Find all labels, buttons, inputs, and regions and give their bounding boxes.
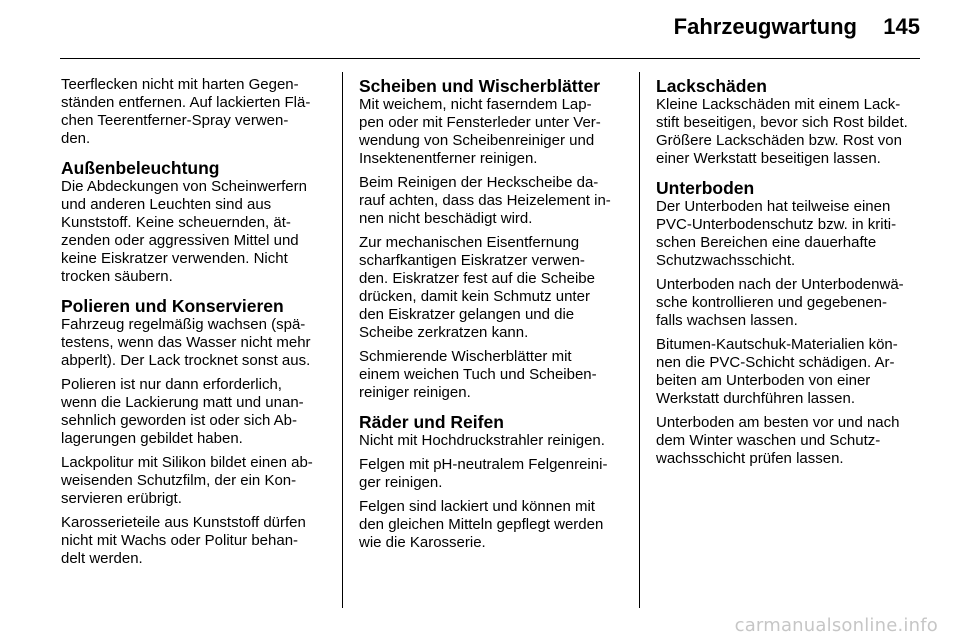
- text-line: delt werden.: [61, 550, 143, 567]
- text-line: PVC-Unterbodenschutz bzw. in kriti-: [656, 216, 897, 233]
- section: [61, 76, 329, 148]
- text-line: wie die Karosserie.: [359, 534, 486, 551]
- text-line: stift beseitigen, bevor sich Rost bildet.: [656, 114, 908, 131]
- page-number: 145: [883, 14, 920, 39]
- text-line: Unterboden am besten vor und nach: [656, 414, 900, 431]
- body-paragraph: [61, 514, 329, 568]
- text-line: Fahrzeug regelmäßig wachsen (spä-: [61, 316, 306, 333]
- text-line: beiten am Unterboden von einer: [656, 372, 871, 389]
- text-line: Schmierende Wischerblätter mit: [359, 348, 572, 365]
- watermark-text: carmanualsonline.info: [734, 615, 938, 636]
- body-paragraph: [61, 316, 329, 370]
- body-paragraph: [359, 174, 627, 228]
- section: [359, 76, 627, 402]
- text-line: nicht mit Wachs oder Politur behan-: [61, 532, 299, 549]
- body-paragraph: [359, 348, 627, 402]
- text-line: schen Bereichen eine dauerhafte: [656, 234, 877, 251]
- text-line: falls wachsen lassen.: [656, 312, 798, 329]
- body-paragraph: [61, 76, 329, 148]
- text-line: weisenden Schutzfilm, der ein Kon-: [61, 472, 297, 489]
- body-paragraph: [359, 234, 627, 342]
- text-line: lagerungen gebildet haben.: [61, 430, 243, 447]
- text-line: abperlt). Der Lack trocknet sonst aus.: [61, 352, 311, 369]
- text-line: Kunststoff. Keine scheuernden, ät-: [61, 214, 291, 231]
- body-paragraph: [359, 456, 627, 492]
- text-line: Unterboden nach der Unterbodenwä-: [656, 276, 904, 293]
- text-line: sche kontrollieren und gegebenen-: [656, 294, 887, 311]
- text-line: Karosserieteile aus Kunststoff dürfen: [61, 514, 306, 531]
- body-paragraph: [656, 414, 924, 468]
- body-paragraph: [656, 276, 924, 330]
- text-line: einem weichen Tuch und Scheiben-: [359, 366, 597, 383]
- body-paragraph: [656, 336, 924, 408]
- text-line: wenn die Lackierung matt und unan-: [61, 394, 304, 411]
- text-line: den.: [61, 130, 91, 147]
- column-1: [61, 76, 329, 578]
- section: [656, 76, 924, 168]
- section-heading: Scheiben und Wischerblätter: [359, 76, 601, 96]
- text-line: einer Werkstatt beseitigen lassen.: [656, 150, 881, 167]
- text-line: reiniger reinigen.: [359, 384, 471, 401]
- column-3: [656, 76, 924, 478]
- text-line: nen nicht beschädigt wird.: [359, 210, 533, 227]
- text-line: Beim Reinigen der Heckscheibe da-: [359, 174, 599, 191]
- text-line: Insektenentferner reinigen.: [359, 150, 538, 167]
- body-paragraph: [359, 96, 627, 168]
- text-line: servieren erübrigt.: [61, 490, 182, 507]
- text-line: wachsschicht prüfen lassen.: [656, 450, 844, 467]
- text-line: wendung von Scheibenreiniger und: [359, 132, 595, 149]
- text-line: Polieren ist nur dann erforderlich,: [61, 376, 282, 393]
- text-line: ständen entfernen. Auf lackierten Flä-: [61, 94, 311, 111]
- body-paragraph: [359, 432, 627, 450]
- text-line: Kleine Lackschäden mit einem Lack-: [656, 96, 901, 113]
- body-paragraph: [359, 498, 627, 552]
- text-line: rauf achten, dass das Heizelement in-: [359, 192, 611, 209]
- text-line: Scheibe zerkratzen kann.: [359, 324, 529, 341]
- header-rule: [60, 58, 920, 59]
- section-heading: Räder und Reifen: [359, 412, 504, 432]
- text-line: chen Teerentferner-Spray verwen-: [61, 112, 289, 129]
- text-line: ger reinigen.: [359, 474, 443, 491]
- section: [359, 412, 627, 552]
- body-paragraph: [61, 178, 329, 286]
- text-line: Zur mechanischen Eisentfernung: [359, 234, 580, 251]
- text-line: Die Abdeckungen von Scheinwerfern: [61, 178, 307, 195]
- section: [656, 178, 924, 468]
- body-paragraph: [656, 198, 924, 270]
- text-line: Mit weichem, nicht faserndem Lap-: [359, 96, 592, 113]
- text-line: testens, wenn das Wasser nicht mehr: [61, 334, 311, 351]
- column-divider-2: [639, 72, 640, 608]
- section-heading: Außenbeleuchtung: [61, 158, 220, 178]
- text-line: Größere Lackschäden bzw. Rost von: [656, 132, 902, 149]
- text-line: drücken, damit kein Schmutz unter: [359, 288, 590, 305]
- header-title: Fahrzeugwartung: [673, 14, 857, 39]
- text-line: zenden oder aggressiven Mittel und: [61, 232, 299, 249]
- section-heading: Polieren und Konservieren: [61, 296, 284, 316]
- body-paragraph: [61, 376, 329, 448]
- text-line: den Eiskratzer gelangen und die: [359, 306, 575, 323]
- text-line: dem Winter waschen und Schutz-: [656, 432, 881, 449]
- text-line: keine Eiskratzer verwenden. Nicht: [61, 250, 288, 267]
- text-line: Werkstatt durchführen lassen.: [656, 390, 855, 407]
- section: [61, 296, 329, 568]
- text-line: Nicht mit Hochdruckstrahler reinigen.: [359, 432, 605, 449]
- text-line: Felgen mit pH-neutralem Felgenreini-: [359, 456, 608, 473]
- text-line: Der Unterboden hat teilweise einen: [656, 198, 891, 215]
- text-line: scharfkantigen Eiskratzer verwen-: [359, 252, 585, 269]
- text-line: und anderen Leuchten sind aus: [61, 196, 272, 213]
- text-line: Felgen sind lackiert und können mit: [359, 498, 595, 515]
- text-line: Teerflecken nicht mit harten Gegen-: [61, 76, 299, 93]
- column-2: [359, 76, 627, 562]
- section-heading: Lackschäden: [656, 76, 767, 96]
- text-line: sehnlich geworden ist oder sich Ab-: [61, 412, 297, 429]
- text-line: Lackpolitur mit Silikon bildet einen ab-: [61, 454, 313, 471]
- column-divider-1: [342, 72, 343, 608]
- text-line: trocken säubern.: [61, 268, 173, 285]
- text-line: den. Eiskratzer fest auf die Scheibe: [359, 270, 595, 287]
- text-line: Bitumen-Kautschuk-Materialien kön-: [656, 336, 898, 353]
- section: [61, 158, 329, 286]
- body-paragraph: [61, 454, 329, 508]
- body-paragraph: [656, 96, 924, 168]
- section-heading: Unterboden: [656, 178, 755, 198]
- page-header: [0, 0, 960, 60]
- text-line: Schutzwachsschicht.: [656, 252, 796, 269]
- text-line: nen die PVC-Schicht schädigen. Ar-: [656, 354, 895, 371]
- text-line: den gleichen Mitteln gepflegt werden: [359, 516, 604, 533]
- text-line: pen oder mit Fensterleder unter Ver-: [359, 114, 601, 131]
